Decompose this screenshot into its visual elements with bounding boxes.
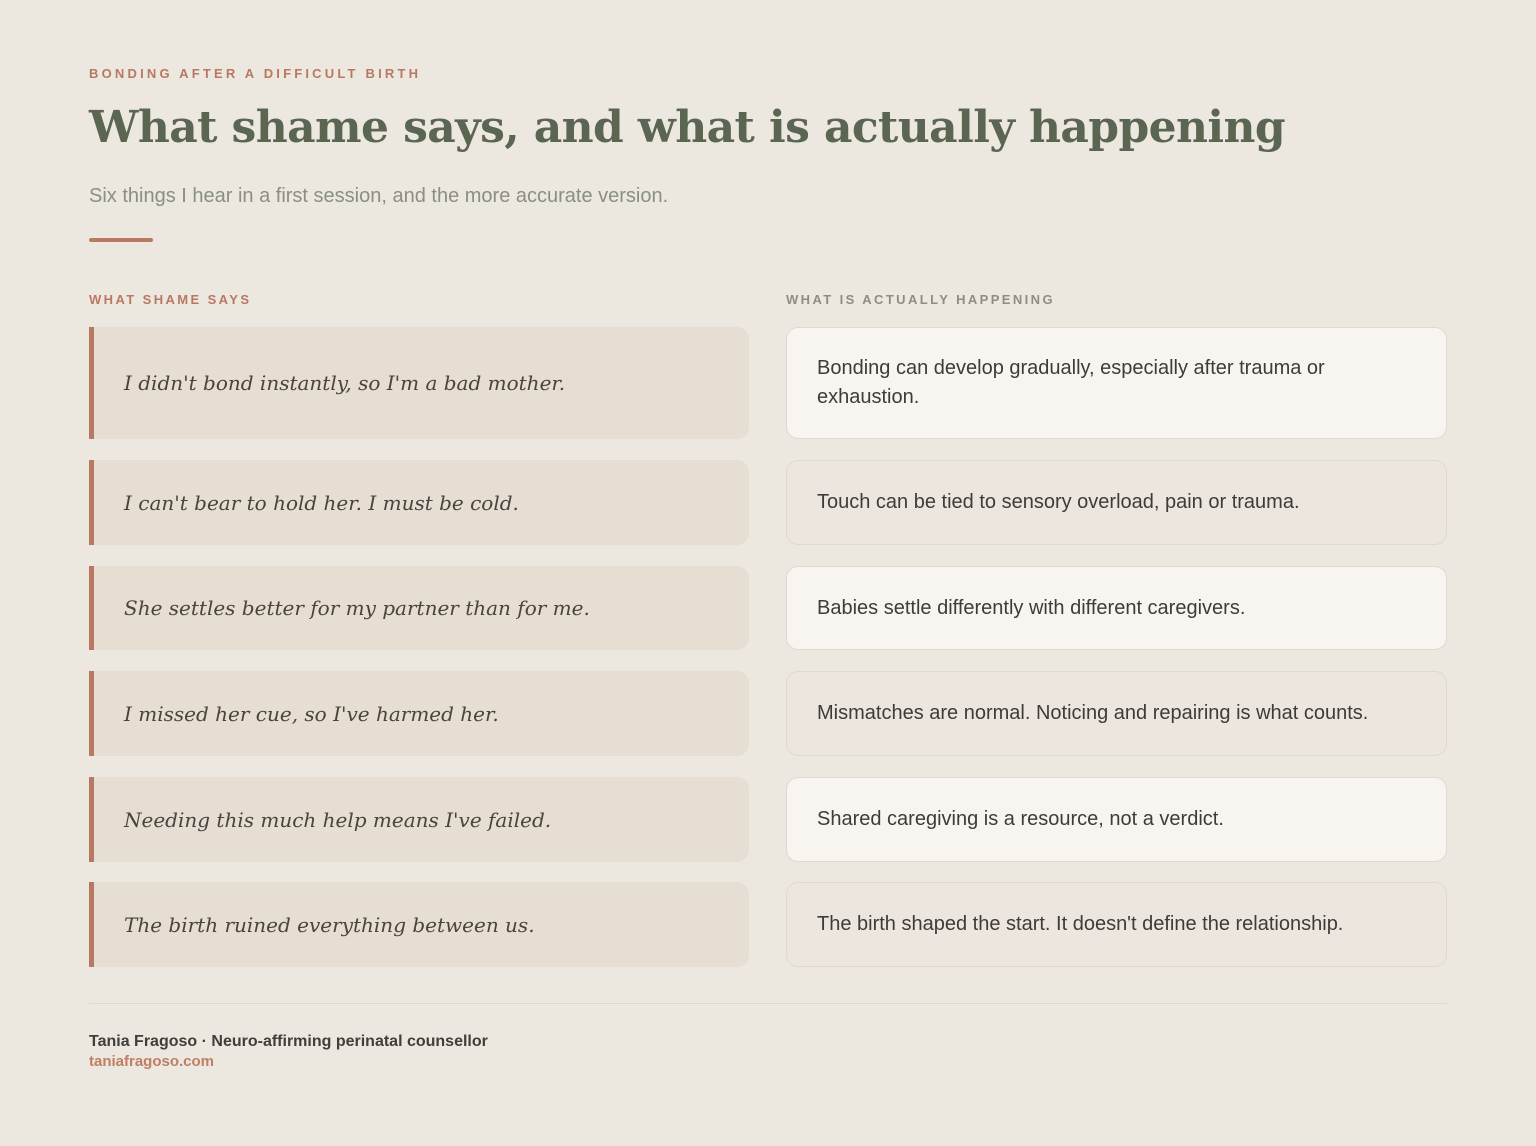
shame-card: [89, 671, 749, 756]
footer-divider: [89, 1003, 1447, 1004]
shame-statement: I missed her cue, so I've harmed her.: [124, 701, 499, 726]
accent-divider: [89, 238, 153, 242]
shame-card: [89, 777, 749, 862]
truth-statement: Touch can be tied to sensory overload, pain or trauma.: [817, 491, 1300, 513]
pair-row: [89, 882, 1447, 967]
website-link[interactable]: taniafragoso.com: [89, 1053, 215, 1070]
truth-card: [786, 327, 1447, 439]
shame-card: [89, 327, 749, 439]
shame-column-heading: WHAT SHAME SAYS: [89, 292, 252, 307]
shame-statement: She settles better for my partner than for me.: [124, 596, 590, 620]
truth-statement: Shared caregiving is a resource, not a verdict.: [817, 808, 1224, 830]
shame-card: [89, 566, 749, 650]
pair-row: [89, 460, 1447, 545]
shame-statement: Needing this much help means I've failed.: [124, 807, 552, 832]
pair-row: [89, 566, 1447, 650]
page-title: What shame says, and what is actually happening: [89, 102, 1286, 153]
truth-card: [786, 566, 1447, 650]
truth-card: [786, 777, 1447, 862]
shame-card: [89, 882, 749, 967]
truth-statement: Babies settle differently with different caregivers.: [817, 596, 1246, 619]
page-subtitle: Six things I hear in a first session, and the more accurate version.: [89, 185, 669, 207]
truth-card: [786, 882, 1447, 967]
eyebrow-label: BONDING AFTER A DIFFICULT BIRTH: [89, 66, 422, 81]
shame-card: [89, 460, 749, 545]
pair-row: [89, 777, 1447, 862]
truth-card: [786, 460, 1447, 545]
shame-statement: I can't bear to hold her. I must be cold.: [124, 490, 519, 515]
pair-row: [89, 327, 1447, 439]
pair-row: [89, 671, 1447, 756]
shame-statement: I didn't bond instantly, so I'm a bad mother.: [124, 371, 566, 395]
truth-column-heading: WHAT IS ACTUALLY HAPPENING: [786, 292, 1055, 307]
truth-statement: Bonding can develop gradually, especially after trauma or exhaustion.: [817, 357, 1325, 408]
author-byline: Tania Fragoso · Neuro-affirming perinatal counsellor: [89, 1033, 488, 1050]
truth-card: [786, 671, 1447, 756]
truth-statement: Mismatches are normal. Noticing and repairing is what counts.: [817, 702, 1369, 724]
truth-statement: The birth shaped the start. It doesn't define the relationship.: [817, 913, 1344, 935]
shame-statement: The birth ruined everything between us.: [124, 912, 535, 937]
